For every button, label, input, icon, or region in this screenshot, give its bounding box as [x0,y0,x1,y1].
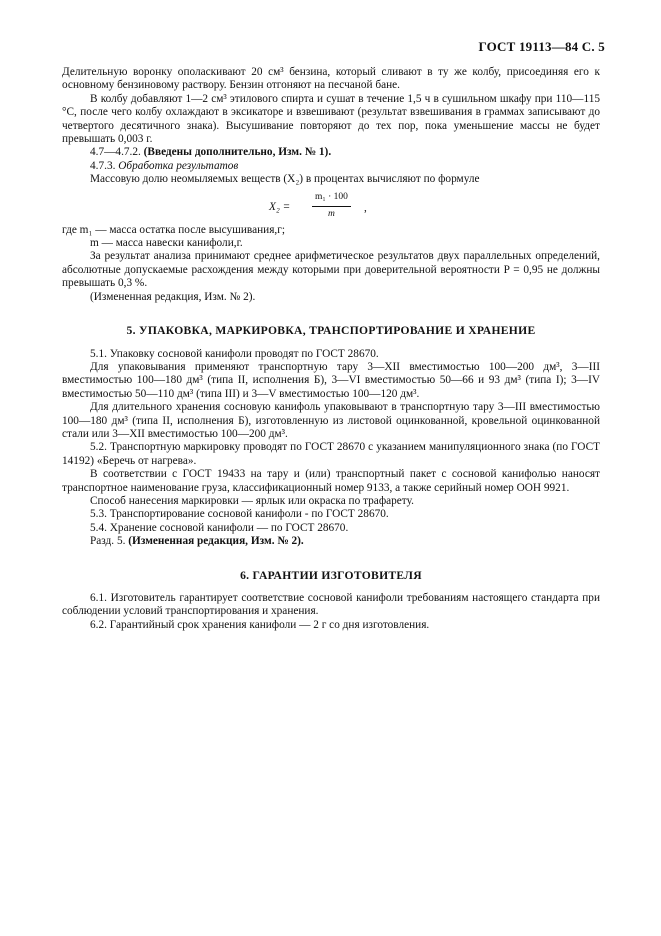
paragraph-amendment-1 [62,146,600,159]
paragraph-rinse: Делительную воронку ополаскивают 20 см³ бензина, который сливают в ту же колбу, присоединяя его к основному бензиновому раствору. Бензин отгоняют на песчаной бане. [62,66,600,92]
formula-legend-m: m — масса навески канифоли,г. [90,237,243,250]
formula-denominator: m [328,209,335,220]
subsection-title: Обработка результатов [118,159,239,172]
paragraph-edit-note: (Измененная редакция, Изм. № 2). [90,290,256,303]
paragraph-packaging: Для упаковывания применяют транспортную тару 3—XII вместимостью 100—200 дм³, 3—III вместимостью 100—180 дм³ (типа II, исполнения Б), 3—VI вместимостью 50—66 и 93 дм³ (типа I); 3—IV вместимостью 50—110 дм³ (типа III) и 3—V вместимостью 100—120 дм³. [62,360,600,400]
paragraph-6-1: 6.1. Изготовитель гарантирует соответствие сосновой канифоли требованиям настоящего стандарта при соблюдении условий транспортирования и хранения. [62,592,600,618]
section-ref: Разд. 5. [90,535,126,548]
formula-comma: , [364,201,367,214]
paragraph-marking-method: Способ нанесения маркировки — ярлык или окраска по трафарету. [90,494,414,507]
section-6-heading: 6. ГАРАНТИИ ИЗГОТОВИТЕЛЯ [240,568,422,582]
paragraph-result-rule: За результат анализа принимают среднее арифметическое результатов двух параллельных определений, абсолютные допускаемые расхождения между которыми при доверительной вероятности P = 0,95 не должны превышать 0,3 %. [62,250,600,290]
formula [62,191,600,221]
formula-fraction [312,191,351,222]
paragraph-6-2: 6.2. Гарантийный срок хранения канифоли — 2 г со дня изготовления. [90,618,430,631]
document-body [62,66,600,632]
formula-lhs: X₂ = [269,200,291,213]
clause-number: 4.7—4.7.2. [90,146,141,159]
paragraph-5-1: 5.1. Упаковку сосновой канифоли проводят по ГОСТ 28670. [90,347,379,360]
paragraph-5-2: 5.2. Транспортную маркировку проводят по ГОСТ 28670 с указанием манипуляционного знака (по ГОСТ 14192) «Беречь от нагрева». [62,441,600,467]
page-header: ГОСТ 19113—84 С. 5 [478,39,605,54]
amendment-note: (Измененная редакция, Изм. № 2). [128,535,304,548]
paragraph-5-3: 5.3. Транспортирование сосновой канифоли - по ГОСТ 28670. [90,508,389,521]
clause-number: 4.7.3. [90,159,116,172]
section-5-heading: 5. УПАКОВКА, МАРКИРОВКА, ТРАНСПОРТИРОВАНИЕ И ХРАНЕНИЕ [126,324,536,338]
paragraph-long-storage: Для длительного хранения сосновую канифоль упаковывают в транспортную тару 3—III вместимостью 100—180 дм³ (типа II, исполнения Б), изготовленную из листовой оцинкованной, кровельной оцинкованной стали или 3—XII вместимостью 100—200 дм³. [62,401,600,440]
paragraph-section-5-edit [62,535,600,548]
formula-numerator: m₁ · 100 [312,191,351,207]
formula-legend-m1: где m₁ — масса остатка после высушивания,г; [62,223,285,236]
paragraph-5-4: 5.4. Хранение сосновой канифоли — по ГОСТ 28670. [90,521,349,534]
amendment-note: (Введены дополнительно, Изм. № 1). [143,146,332,159]
paragraph-formula-intro: Массовую долю неомыляемых веществ (X₂) в процентах вычисляют по формуле [90,173,480,186]
paragraph-results-heading [62,160,600,173]
paragraph-drying: В колбу добавляют 1—2 см³ этилового спирта и сушат в течение 1,5 ч в сушильном шкафу при 110—115 °С, после чего колбу охлаждают в эксикаторе и взвешивают (результат взвешивания в граммах записывают до четвертого десятичного знака). Высушивание повторяют до тех пор, пока уменьшение массы не будет превышать 0,003 г. [62,92,600,146]
paragraph-gost-19433: В соответствии с ГОСТ 19433 на тару и (или) транспортный пакет с сосновой канифолью наносят транспортное наименование груза, классификационный номер 9133, а также серийный номер ООН 9921. [62,468,600,494]
